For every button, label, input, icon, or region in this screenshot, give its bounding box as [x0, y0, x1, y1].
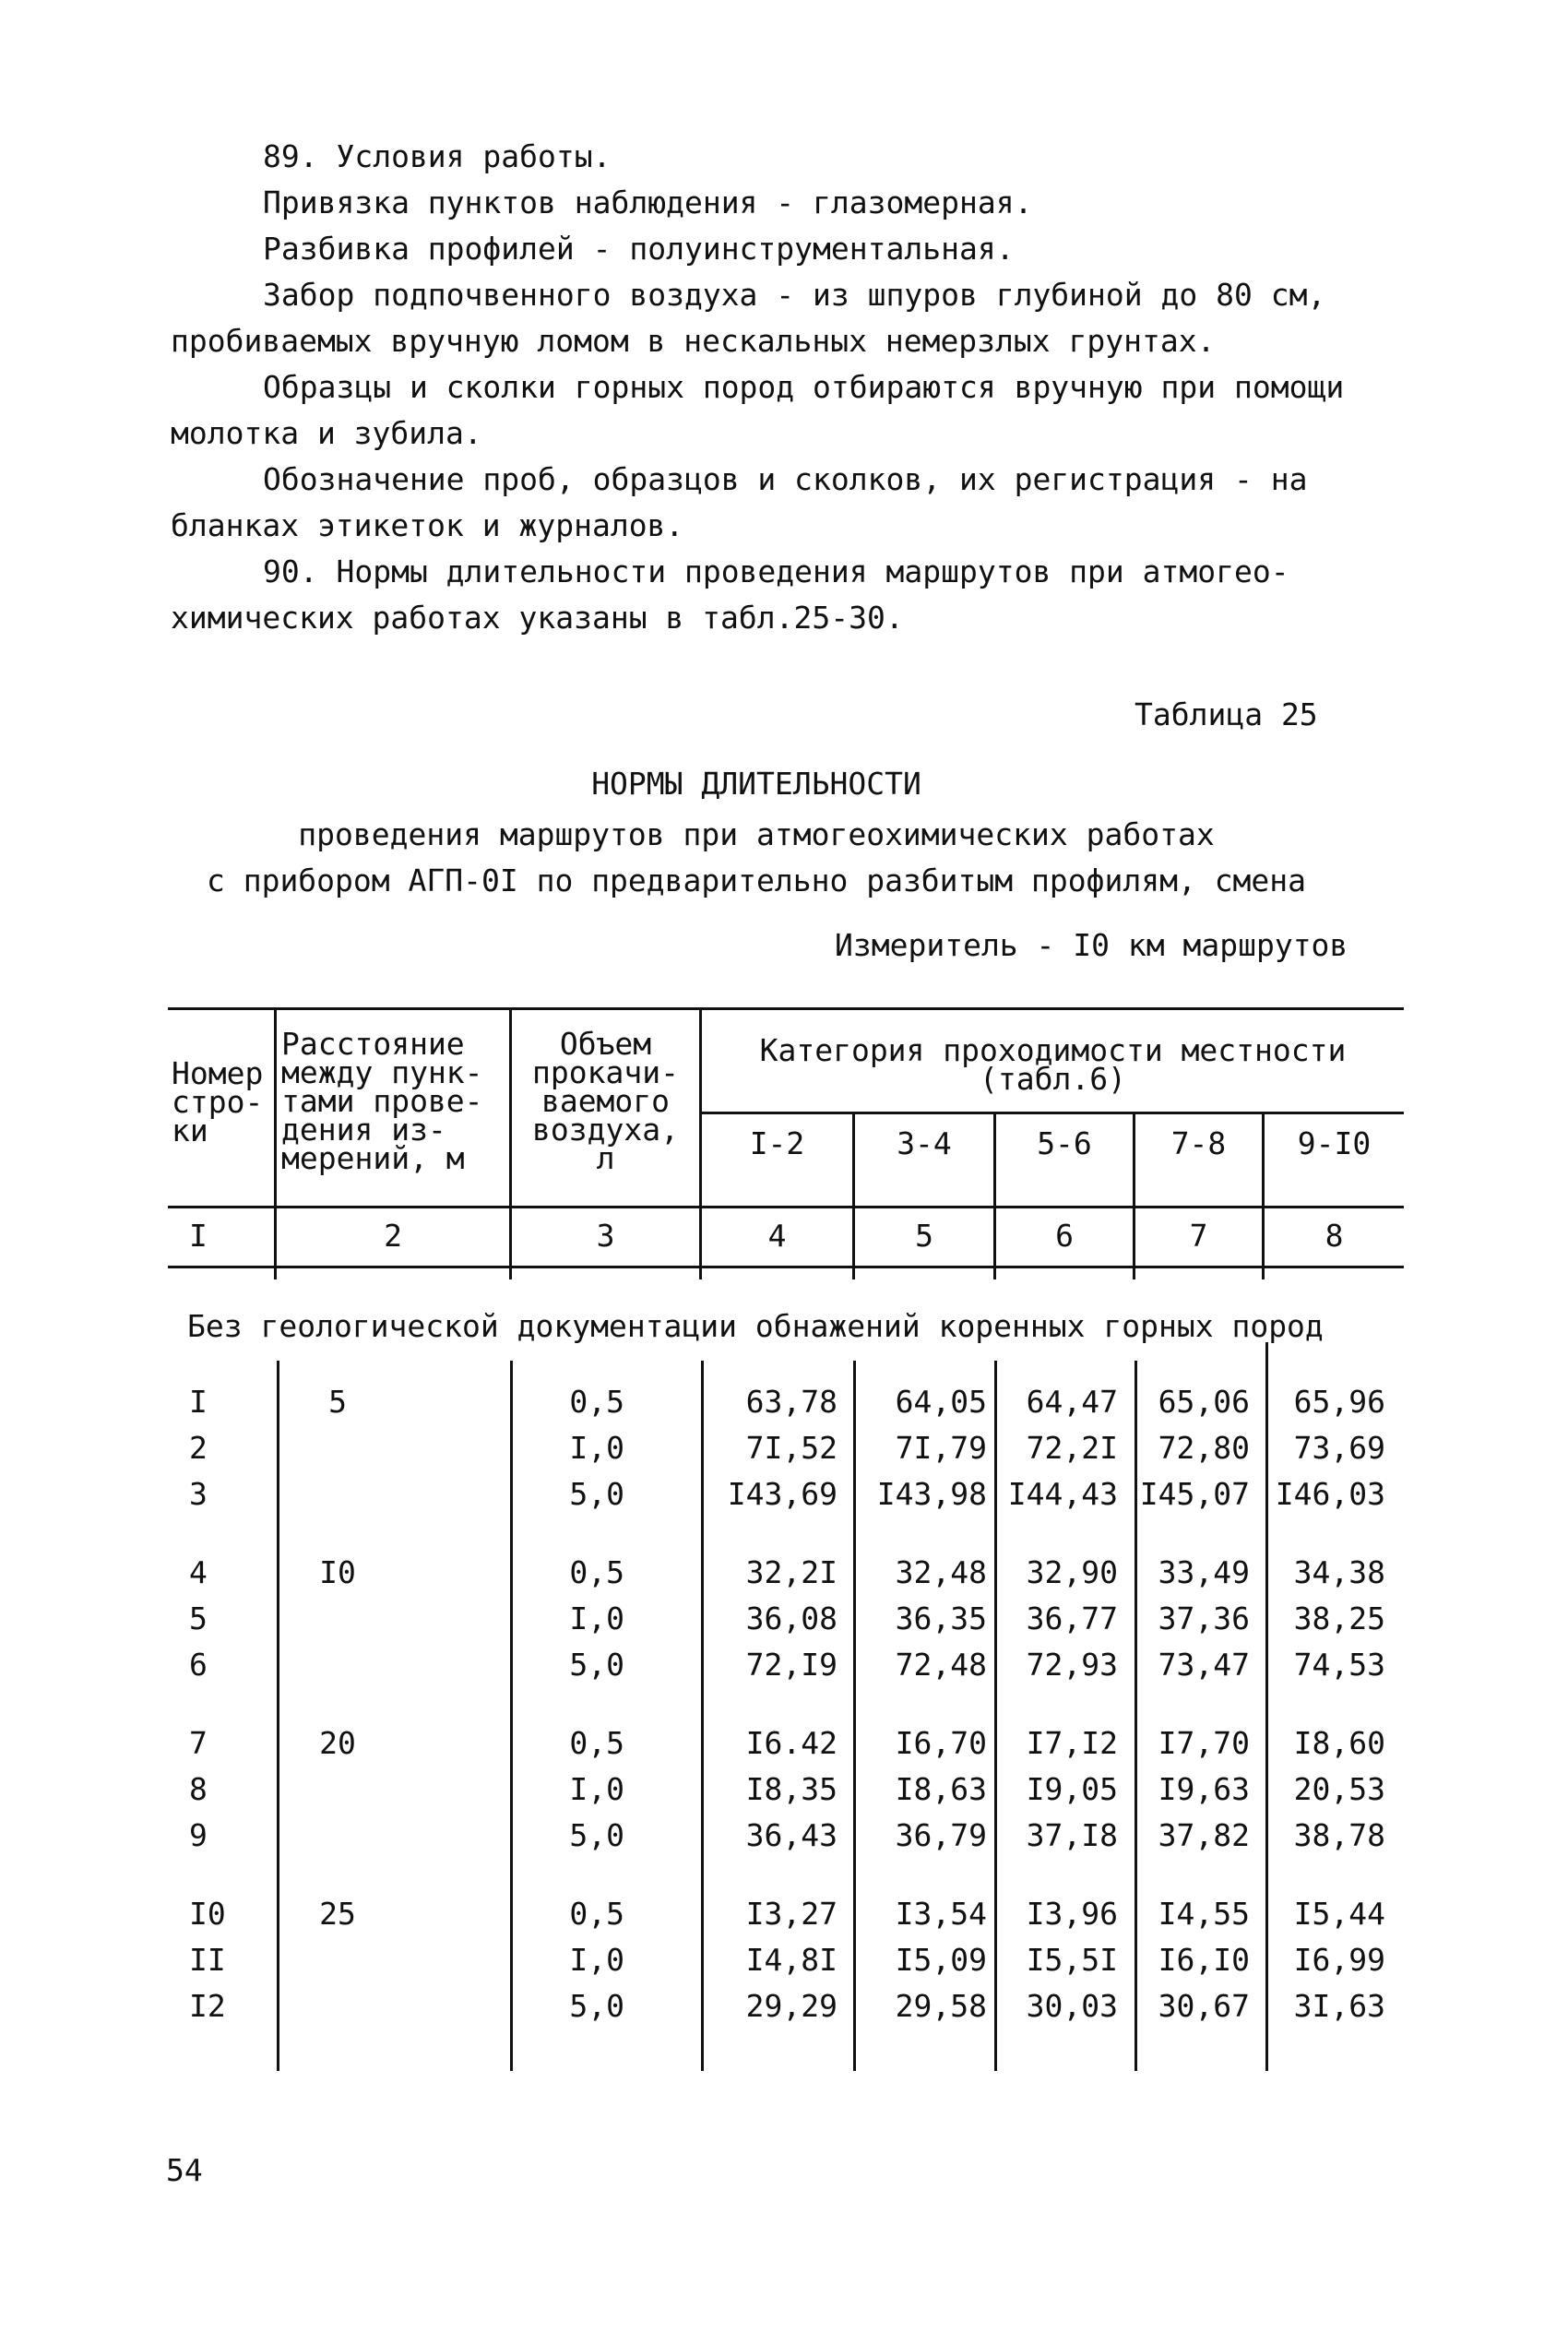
header-bottom-rule — [168, 1206, 1404, 1208]
row-number: I0 — [189, 1896, 226, 1932]
paragraph-line: молотка и зубила. — [171, 415, 482, 451]
row-value: 74,53 — [1293, 1647, 1385, 1683]
table-section-title: Без геологической документации обнажений коренных горных пород — [187, 1308, 1324, 1344]
row-value: I44,43 — [1007, 1476, 1118, 1512]
row-value: I8,60 — [1293, 1725, 1385, 1761]
header-distance: Расстояние между пунк- тами прове- дения из- мерений, м — [281, 1026, 483, 1176]
row-value: I6,99 — [1293, 1942, 1385, 1978]
row-value: I3,54 — [895, 1896, 987, 1932]
column-number: 8 — [1324, 1218, 1344, 1254]
row-value: 36,08 — [745, 1600, 837, 1636]
page-number: 54 — [166, 2152, 203, 2188]
paragraph-line: пробиваемых вручную ломом в нескальных немерзлых грунтах. — [171, 323, 1216, 359]
table-title: НОРМЫ ДЛИТЕЛЬНОСТИ — [591, 766, 921, 802]
row-value: 30,67 — [1158, 1988, 1250, 2024]
column-number: 6 — [1055, 1218, 1074, 1254]
row-number: 6 — [189, 1647, 208, 1683]
row-distance: 20 — [319, 1725, 356, 1761]
row-value: 38,78 — [1293, 1817, 1385, 1853]
row-value: 64,05 — [895, 1384, 987, 1420]
row-value: I3,96 — [1026, 1896, 1118, 1932]
row-value: I4,8I — [745, 1942, 837, 1978]
paragraph-line: Разбивка профилей - полуинструментальная. — [263, 231, 1015, 267]
column-number: 4 — [767, 1218, 787, 1254]
row-value: 73,69 — [1293, 1430, 1385, 1466]
row-value: I6,I0 — [1158, 1942, 1250, 1978]
paragraph-line: химических работах указаны в табл.25-30. — [171, 600, 904, 636]
row-value: 3I,63 — [1293, 1988, 1385, 2024]
row-volume: 0,5 — [569, 1554, 624, 1590]
row-number: 3 — [189, 1476, 208, 1512]
row-volume: 5,0 — [569, 1476, 624, 1512]
row-volume: 5,0 — [569, 1988, 624, 2024]
row-value: I7,I2 — [1026, 1725, 1118, 1761]
row-value: I9,63 — [1158, 1771, 1250, 1807]
row-value: 65,06 — [1158, 1384, 1250, 1420]
table-subtitle: проведения маршрутов при атмогеохимических работах — [298, 816, 1215, 852]
row-number: 4 — [189, 1554, 208, 1590]
row-value: 34,38 — [1293, 1554, 1385, 1590]
row-value: 64,47 — [1026, 1384, 1118, 1420]
row-value: 37,82 — [1158, 1817, 1250, 1853]
row-value: I9,05 — [1026, 1771, 1118, 1807]
row-value: I46,03 — [1275, 1476, 1385, 1512]
table-label: Таблица 25 — [1134, 696, 1318, 732]
row-distance: 25 — [319, 1896, 356, 1932]
row-value: 38,25 — [1293, 1600, 1385, 1636]
row-value: 73,47 — [1158, 1647, 1250, 1683]
row-value: 72,80 — [1158, 1430, 1250, 1466]
row-volume: 0,5 — [569, 1896, 624, 1932]
row-value: 32,48 — [895, 1554, 987, 1590]
row-number: I — [189, 1384, 208, 1420]
header-volume: Объем прокачи- ваемого воздуха, л — [532, 1026, 679, 1176]
row-value: 33,49 — [1158, 1554, 1250, 1590]
category-header-rule — [699, 1112, 1404, 1114]
row-value: I5,44 — [1293, 1896, 1385, 1932]
paragraph-89-title: 89. Условия работы. — [263, 138, 612, 174]
header-category-9-10: 9-I0 — [1297, 1125, 1372, 1161]
row-value: 32,2I — [745, 1554, 837, 1590]
row-value: 72,2I — [1026, 1430, 1118, 1466]
row-volume: 0,5 — [569, 1384, 624, 1420]
row-volume: I,0 — [569, 1600, 624, 1636]
row-value: I45,07 — [1139, 1476, 1250, 1512]
row-value: 72,93 — [1026, 1647, 1118, 1683]
row-value: I43,69 — [727, 1476, 837, 1512]
row-value: 63,78 — [745, 1384, 837, 1420]
header-category-7-8: 7-8 — [1170, 1125, 1227, 1161]
header-row-number: Номер стро- ки — [172, 1055, 264, 1148]
row-volume: 5,0 — [569, 1647, 624, 1683]
row-volume: I,0 — [569, 1771, 624, 1807]
row-volume: 5,0 — [569, 1817, 624, 1853]
paragraph-line: Привязка пунктов наблюдения - глазомерная. — [263, 184, 1033, 220]
row-value: 72,48 — [895, 1647, 987, 1683]
header-category-5-6: 5-6 — [1037, 1125, 1092, 1161]
header-category: Категория проходимости местности (табл.6) — [759, 1032, 1347, 1097]
table-unit: Измеритель - I0 км маршрутов — [835, 927, 1348, 963]
column-number: 2 — [384, 1218, 402, 1254]
row-number: I2 — [189, 1988, 226, 2024]
row-value: 36,79 — [895, 1817, 987, 1853]
row-value: I6,70 — [895, 1725, 987, 1761]
row-distance: 5 — [328, 1384, 347, 1420]
row-volume: 0,5 — [569, 1725, 624, 1761]
row-value: 29,29 — [745, 1988, 837, 2024]
row-value: 7I,52 — [745, 1430, 837, 1466]
table-divider — [277, 1361, 279, 2071]
row-value: 30,03 — [1026, 1988, 1118, 2024]
row-value: 72,I9 — [745, 1647, 837, 1683]
row-number: 5 — [189, 1600, 208, 1636]
paragraph-line: бланках этикеток и журналов. — [171, 507, 684, 543]
row-value: I5,09 — [895, 1942, 987, 1978]
column-number: I — [189, 1218, 208, 1254]
table-subtitle: с прибором АГП-0I по предварительно разбитым профилям, смена — [206, 863, 1307, 898]
row-distance: I0 — [319, 1554, 356, 1590]
row-number: 7 — [189, 1725, 208, 1761]
row-value: I43,98 — [876, 1476, 987, 1512]
row-number: 9 — [189, 1817, 208, 1853]
column-number: 7 — [1189, 1218, 1208, 1254]
header-category-3-4: 3-4 — [897, 1125, 952, 1161]
paragraph-line: Образцы и сколки горных пород отбираются вручную при помощи — [263, 369, 1345, 405]
row-number: II — [189, 1942, 226, 1978]
row-value: I3,27 — [745, 1896, 837, 1932]
row-value: 36,35 — [895, 1600, 987, 1636]
row-value: 65,96 — [1293, 1384, 1385, 1420]
row-value: 37,I8 — [1026, 1817, 1118, 1853]
row-number: 8 — [189, 1771, 208, 1807]
row-volume: I,0 — [569, 1430, 624, 1466]
row-value: I7,70 — [1158, 1725, 1250, 1761]
row-value: I8,35 — [745, 1771, 837, 1807]
row-value: I5,5I — [1026, 1942, 1118, 1978]
row-volume: I,0 — [569, 1942, 624, 1978]
row-value: I4,55 — [1158, 1896, 1250, 1932]
header-category-1-2: I-2 — [749, 1125, 805, 1161]
row-value: 29,58 — [895, 1988, 987, 2024]
column-number: 5 — [915, 1218, 933, 1254]
row-value: I6.42 — [745, 1725, 837, 1761]
row-number: 2 — [189, 1430, 208, 1466]
row-value: 32,90 — [1026, 1554, 1118, 1590]
column-numbers-rule — [168, 1266, 1404, 1268]
column-number: 3 — [596, 1218, 615, 1254]
row-value: 20,53 — [1293, 1771, 1385, 1807]
row-value: 37,36 — [1158, 1600, 1250, 1636]
paragraph-line: Забор подпочвенного воздуха - из шпуров глубиной до 80 см, — [263, 277, 1326, 313]
row-value: 36,43 — [745, 1817, 837, 1853]
row-value: 7I,79 — [895, 1430, 987, 1466]
paragraph-90: 90. Нормы длительности проведения маршрутов при атмогео- — [263, 553, 1289, 589]
row-value: I8,63 — [895, 1771, 987, 1807]
row-value: 36,77 — [1026, 1600, 1118, 1636]
paragraph-line: Обозначение проб, образцов и сколков, их регистрация - на — [263, 461, 1308, 497]
table-top-rule — [168, 1007, 1404, 1010]
